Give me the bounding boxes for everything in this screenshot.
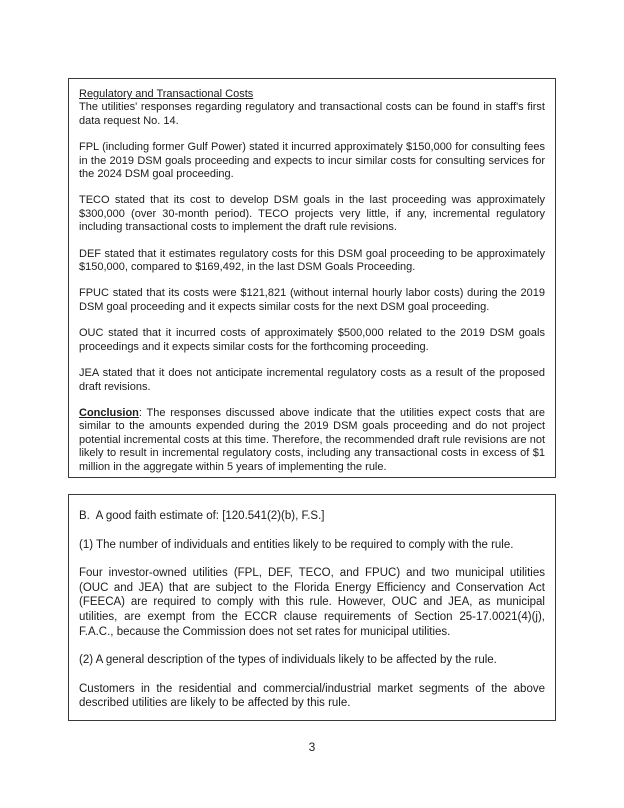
regulatory-costs-heading: Regulatory and Transactional Costs (79, 88, 254, 100)
estimate-item-2: (2) A general description of the types of individuals likely to be affected by the rule. (79, 654, 497, 667)
estimate-heading-b: B. A good faith estimate of: [120.541(2)(b), F.S.] (79, 510, 325, 522)
good-faith-estimate-section (68, 494, 556, 721)
conclusion-label: Conclusion (79, 406, 139, 419)
paragraph-fpuc: FPUC stated that its costs were $121,821 (without internal hourly labor costs) during the 2019 DSM goal proceeding and it expects similar costs for the next DSM goal proceeding. (79, 287, 545, 313)
regulatory-costs-section (68, 78, 556, 478)
estimate-utilities-paragraph: Four investor-owned utilities (FPL, DEF, TECO, and FPUC) and two municipal utilities (OUC and JEA) that are subject to the Florida Energy Efficiency and Conservation Act (FEECA) are required to comply with this rule. However, OUC and JEA, as municipal utilities, are exempt from the ECCR clause requirements of Section 25-17.0021(4)(j), F.A.C., because the Commission does not set rates for municipal utilities. (79, 567, 545, 638)
estimate-item-1: (1) The number of individuals and entities likely to be required to comply with the rule. (79, 538, 514, 551)
conclusion-text: : The responses discussed above indicate that the utilities expect costs that are similar to the amounts expended during the 2019 DSM goals proceeding and do not project potential incremental costs at this time. Therefore, the recommended draft rule revisions are not likely to result in incremental regulatory costs, including any transactional costs in excess of $1 million in the aggregate within 5 years of implementing the rule. (79, 406, 545, 473)
page-number: 3 (308, 740, 316, 754)
intro-paragraph: The utilities' responses regarding regulatory and transactional costs can be found in staff's first data request No. 14. (79, 101, 545, 127)
paragraph-teco: TECO stated that its cost to develop DSM goals in the last proceeding was approximately $300,000 (over 30-month period). TECO projects very little, if any, incremental regulatory including transactional costs to implement the draft rule revisions. (79, 194, 545, 234)
paragraph-def: DEF stated that it estimates regulatory costs for this DSM goal proceeding to be approximately $150,000, compared to $169,492, in the last DSM Goals Proceeding. (79, 247, 545, 274)
paragraph-jea: JEA stated that it does not anticipate incremental regulatory costs as a result of the proposed draft revisions. (79, 367, 545, 393)
paragraph-fpl: FPL (including former Gulf Power) stated it incurred approximately $150,000 for consulting fees in the 2019 DSM goals proceeding and expects to incur similar costs for consulting services for the 2024 DSM goal proceeding. (79, 141, 545, 181)
estimate-customers-paragraph: Customers in the residential and commercial/industrial market segments of the above described utilities are likely to be affected by this rule. (79, 682, 545, 710)
paragraph-ouc: OUC stated that it incurred costs of approximately $500,000 related to the 2019 DSM goals proceedings and it expects similar costs for the forthcoming proceeding. (79, 327, 545, 353)
conclusion-paragraph (79, 407, 545, 474)
